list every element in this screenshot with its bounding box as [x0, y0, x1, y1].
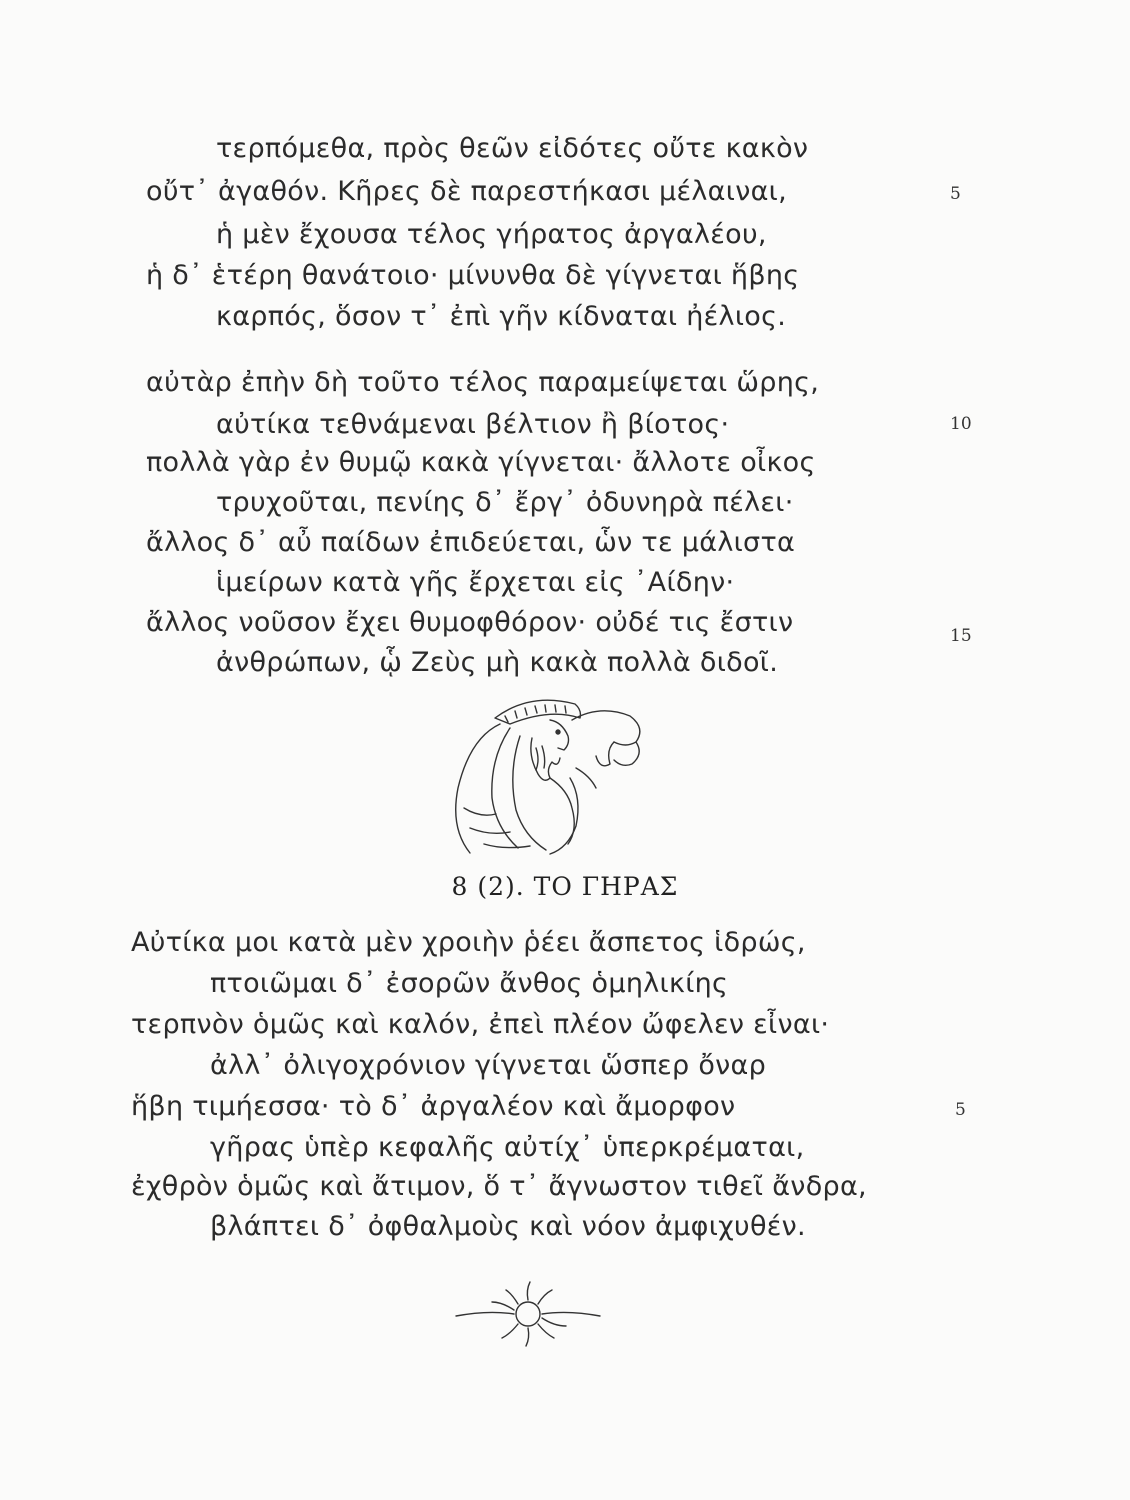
- line-number-15: 15: [950, 626, 972, 646]
- poem1-line-1: τερπόμεθα, πρὸς θεῶν εἰδότες οὔτε κακὸν: [216, 133, 809, 164]
- poem1-line-12: ἄλλος νοῦσον ἔχει θυμοφθόρον· οὐδέ τις ἔστιν: [146, 607, 794, 638]
- poem1-line-13: ἀνθρώπων, ᾧ Ζεὺς μὴ κακὰ πολλὰ διδοῖ.: [216, 647, 779, 678]
- poem1-line-8: πολλὰ γὰρ ἐν θυμῷ κακὰ γίγνεται· ἄλλοτε οἶκος: [146, 447, 816, 478]
- seated-man-figure-icon: [400, 678, 660, 858]
- poem1-line-10: ἄλλος δ᾽ αὖ παίδων ἐπιδεύεται, ὧν τε μάλιστα: [146, 527, 796, 558]
- poem2-line-5: ἥβη τιμήεσσα· τὸ δ᾽ ἀργαλέον καὶ ἄμορφον: [131, 1091, 736, 1122]
- line-number-5: 5: [950, 184, 961, 204]
- poem2-line-2: πτοιῶμαι δ᾽ ἐσορῶν ἄνθος ὁμηλικίης: [210, 968, 729, 999]
- poem1-line-9: τρυχοῦται, πενίης δ᾽ ἔργ᾽ ὀδυνηρὰ πέλει·: [216, 487, 794, 518]
- poem1-line-5: καρπός, ὅσον τ᾽ ἐπὶ γῆν κίδναται ἠέλιος.: [216, 301, 787, 332]
- poem2-line-3: τερπνὸν ὁμῶς καὶ καλόν, ἐπεὶ πλέον ὤφελεν εἶναι·: [131, 1009, 830, 1040]
- section-heading: 8 (2). ΤΟ ΓΗΡΑΣ: [451, 872, 679, 901]
- poem1-line-4: ἡ δ᾽ ἑτέρη θανάτοιο· μίνυνθα δὲ γίγνεται ἥβης: [146, 260, 800, 291]
- poem1-line-2: οὔτ᾽ ἀγαθόν. Κῆρες δὲ παρεστήκασι μέλαιναι,: [146, 176, 788, 207]
- poem1-line-6: αὐτὰρ ἐπὴν δὴ τοῦτο τέλος παραμείψεται ὥρης,: [146, 367, 820, 398]
- poem2-line-7: ἐχθρὸν ὁμῶς καὶ ἄτιμον, ὅ τ᾽ ἄγνωστον τιθεῖ ἄνδρα,: [131, 1171, 867, 1202]
- poem2-line-6: γῆρας ὑπὲρ κεφαλῆς αὐτίχ᾽ ὑπερκρέμαται,: [210, 1132, 805, 1163]
- poem2-line-8: βλάπτει δ᾽ ὀφθαλμοὺς καὶ νόον ἀμφιχυθέν.: [210, 1211, 806, 1242]
- poem2-line-4: ἀλλ᾽ ὀλιγοχρόνιον γίγνεται ὥσπερ ὄναρ: [210, 1050, 767, 1081]
- poem1-line-11: ἱμείρων κατὰ γῆς ἔρχεται εἰς ᾽Αίδην·: [216, 567, 735, 598]
- sun-ornament-icon: [448, 1280, 608, 1350]
- line-number-10: 10: [950, 414, 972, 434]
- line-number-5b: 5: [955, 1100, 966, 1120]
- poem1-line-3: ἡ μὲν ἔχουσα τέλος γήρατος ἀργαλέου,: [216, 219, 767, 250]
- poem2-line-1: Αὐτίκα μοι κατὰ μὲν χροιὴν ῥέει ἄσπετος ἱδρώς,: [131, 927, 806, 958]
- poem1-line-7: αὐτίκα τεθνάμεναι βέλτιον ἢ βίοτος·: [216, 409, 730, 440]
